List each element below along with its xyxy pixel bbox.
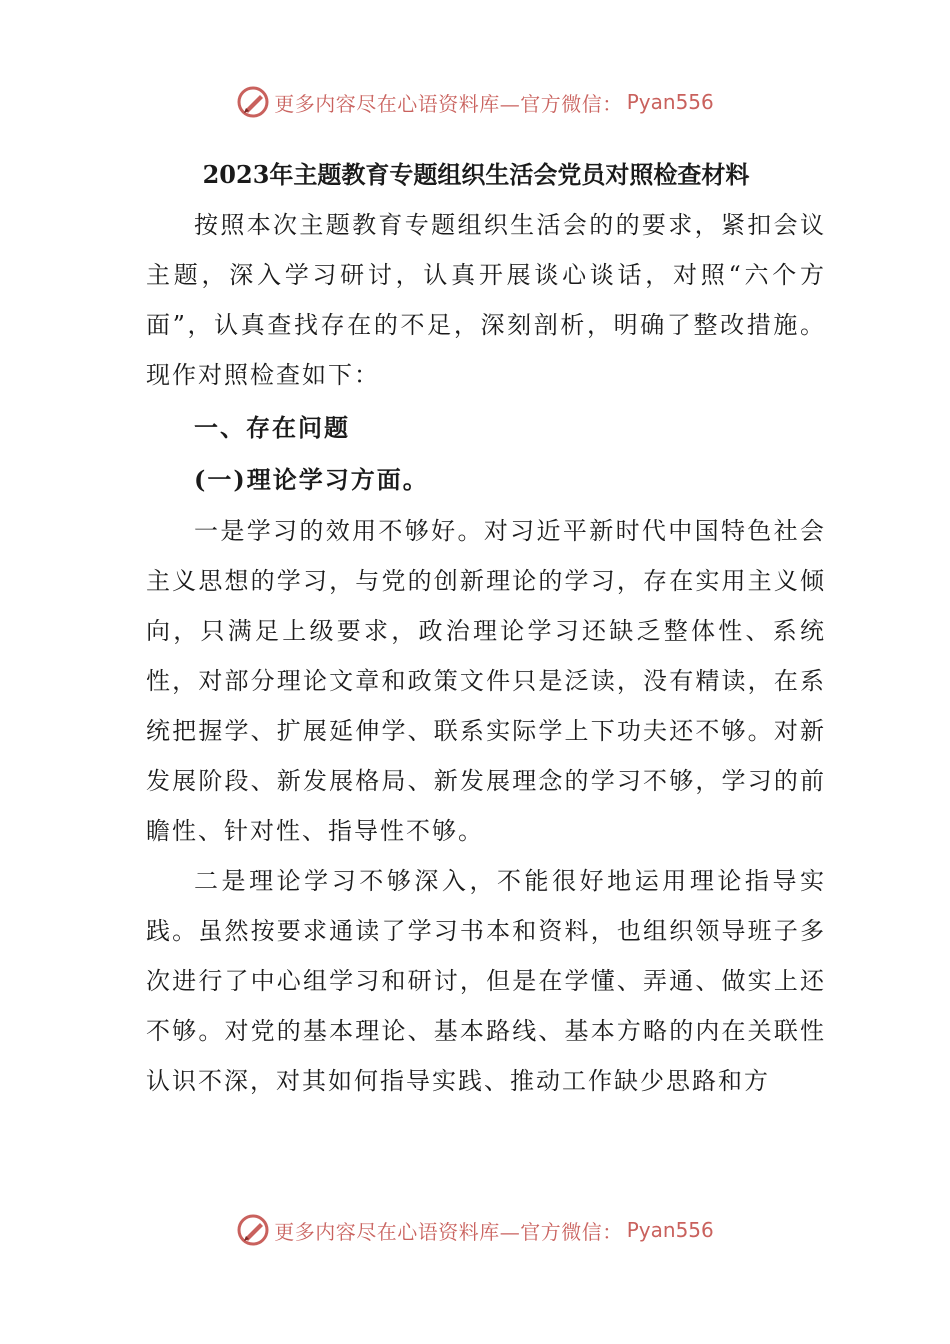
watermark-text: 更多内容尽在心语资料库—官方微信： [274,91,623,116]
intro-paragraph: 按照本次主题教育专题组织生活会的的要求，紧扣会议主题，深入学习研讨，认真开展谈心谈话，对照“六个方面”，认真查找存在的不足，深刻剖析，明确了整改措施。现作对照检查如下： [146,211,826,389]
document-body [146,150,826,1106]
pen-seal-logo-icon [236,1213,270,1247]
document-title: 2023年主题教育专题组织生活会党员对照检查材料 [202,160,750,189]
footer-watermark [0,1210,950,1250]
subsection-heading: (一)理论学习方面。 [194,465,429,494]
header-watermark [0,82,950,122]
watermark-wechat-id: Pyan556 [626,90,714,114]
section-heading: 一、存在问题 [194,413,350,442]
body-paragraph-2: 二是理论学习不够深入，不能很好地运用理论指导实践。虽然按要求通读了学习书本和资料，也组织领导班子多次进行了中心组学习和研讨，但是在学懂、弄通、做实上还不够。对党的基本理论、基本路线、基本方略的内在关联性认识不深，对其如何指导实践、推动工作缺少思路和方 [146,867,826,1095]
watermark-text: 更多内容尽在心语资料库—官方微信： [274,1219,623,1244]
body-paragraph-1: 一是学习的效用不够好。对习近平新时代中国特色社会主义思想的学习，与党的创新理论的学习，存在实用主义倾向，只满足上级要求，政治理论学习还缺乏整体性、系统性，对部分理论文章和政策文件只是泛读，没有精读，在系统把握学、扩展延伸学、联系实际学上下功夫还不够。对新发展阶段、新发展格局、新发展理念的学习不够，学习的前瞻性、针对性、指导性不够。 [146,517,826,845]
watermark-wechat-id: Pyan556 [626,1218,714,1242]
pen-seal-logo-icon [236,85,270,119]
